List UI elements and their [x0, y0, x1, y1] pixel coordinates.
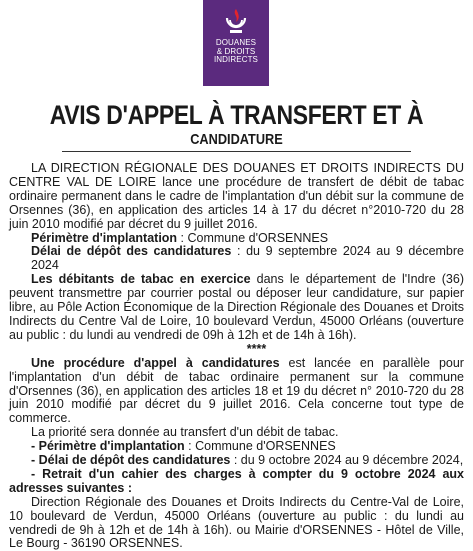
logo-line-1: DOUANES: [215, 38, 257, 47]
perimeter-paragraph: [9, 232, 464, 246]
notice-subtitle: CANDIDATURE: [190, 131, 283, 148]
flame-emblem-icon: [223, 6, 249, 36]
perimeter-value: : Commune d'ORSENNES: [177, 230, 329, 245]
call-paragraph: [9, 357, 464, 427]
tobacconists-label: Les débitants de tabac en exercice: [31, 272, 251, 287]
call-label: Une procédure d'appel à candidatures: [31, 355, 280, 370]
deadline-label: Délai de dépôt des candidatures: [31, 244, 232, 259]
intro-paragraph: LA DIRECTION RÉGIONALE DES DOUANES ET DROITS INDIRECTS DU CENTRE VAL DE LOIRE lance une procédure de transfert de débit de tabac ordinaire permanent dans le cadre de l'implantation d'un débit sur la commune de Orsennes (36), en application des articles 14 à 17 du décret n°2010-720 du 28 juin 2010 modifié par décret du 9 juillet 2016.: [9, 161, 464, 231]
deadline2-label: - Délai de dépôt des candidatures: [31, 453, 231, 468]
specs-paragraph: [9, 468, 464, 496]
specs-label: - Retrait d'un cahier des charges à compter du 9 octobre 2024 aux adresses suivantes :: [9, 466, 464, 495]
deadline2-value: : du 9 octobre 2024 au 9 décembre 2024,: [230, 453, 464, 468]
tobacconists-paragraph: [9, 273, 464, 343]
deadline-paragraph: [9, 245, 464, 273]
deadline-value: : du 9 septembre 2024 au 9 décembre 2024: [31, 244, 465, 273]
notice-body: [9, 162, 464, 551]
deadline2-paragraph: [9, 454, 464, 468]
perimeter-label: Périmètre d'implantation: [31, 230, 178, 245]
perimeter2-label: - Périmètre d'implantation: [31, 439, 185, 454]
logo-line-3: INDIRECTS: [213, 55, 258, 65]
perimeter2-paragraph: [9, 440, 464, 454]
call-text: est lancée en parallèle pour l'implantation d'un débit de tabac ordinaire permanent sur la commune d'Orsennes (36), en application des articles 18 et 19 du décret n° 2010-720 du 28 juin 2010 modifié par décret du 9 juillet 2016. Cela concerne tout type de commerce.: [9, 355, 464, 426]
tobacconists-text: dans le département de l'Indre (36) peuvent transmettre par courrier postal ou déposer leur candidature, sur papier libre, au Pôle Action Économique de la Direction Régionale des Douanes et Droits Indirects du Centre Val de Loire, 10 boulevard Verdun, 45000 Orléans (ouverture au public : du lundi au vendredi de 09h à 12h et de 14h à 16h).: [9, 272, 464, 342]
notice-title: AVIS D'APPEL À TRANSFERT ET À: [49, 100, 424, 130]
douanes-logo: [203, 0, 269, 86]
logo-line-2: & DROITS: [216, 46, 256, 56]
perimeter2-value: : Commune d'ORSENNES: [184, 439, 336, 454]
addresses-paragraph: Direction Régionale des Douanes et Droits Indirects du Centre-Val de Loire, 10 boulevard de Verdun, 45000 Orléans (ouverture au public : du lundi au vendredi de 9h à 12h et de 14h à 16h). ou Mairie d'ORSENNES - Hôtel de Ville, Le Bourg - 36190 ORSENNES.: [9, 494, 464, 551]
separator-stars: ****: [246, 341, 267, 356]
title-divider: [62, 151, 411, 152]
priority-paragraph: La priorité sera donnée au transfert d'un débit de tabac.: [31, 425, 339, 440]
